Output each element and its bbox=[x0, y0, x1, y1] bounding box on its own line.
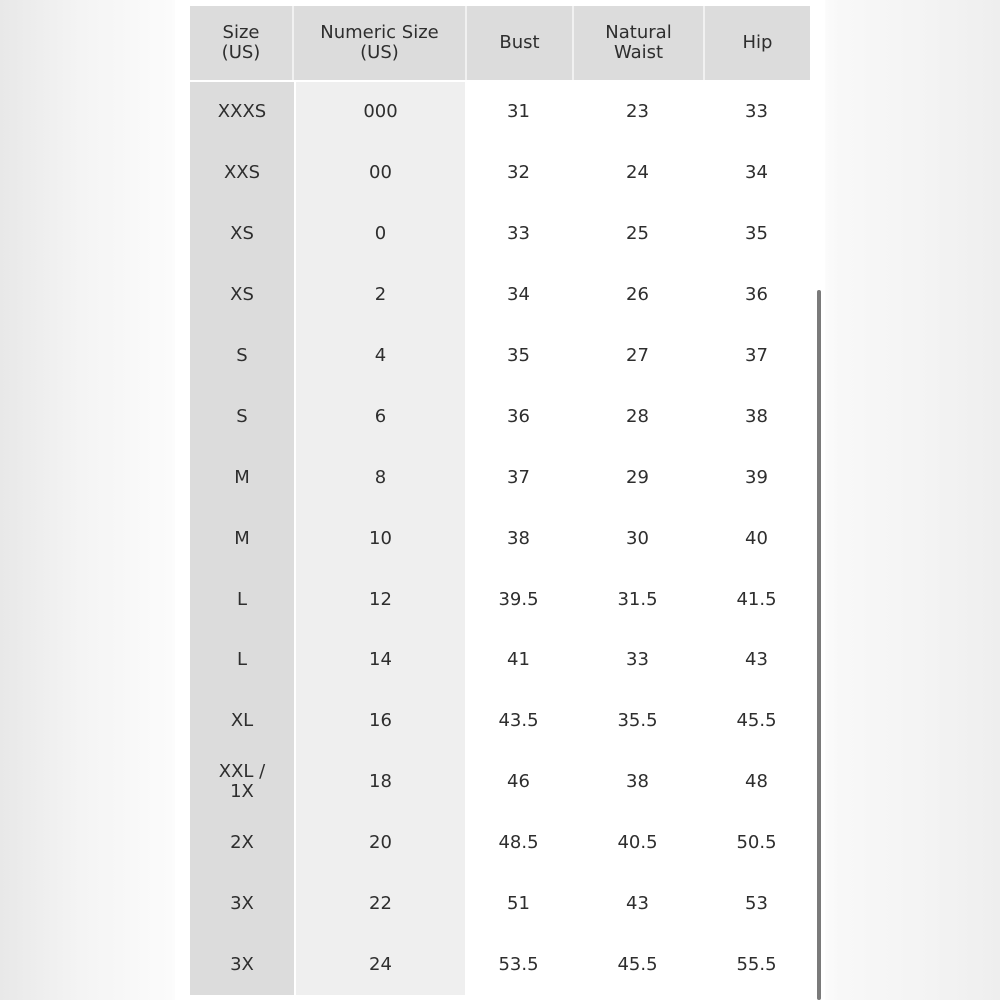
table-row bbox=[190, 691, 810, 752]
cell-bust: 41 bbox=[465, 630, 572, 691]
cell-hip: 37 bbox=[703, 326, 810, 387]
cell-bust: 36 bbox=[465, 386, 572, 447]
cell-size: S bbox=[190, 386, 294, 447]
cell-natural-waist: 35.5 bbox=[572, 691, 703, 752]
table-row bbox=[190, 447, 810, 508]
cell-natural-waist: 25 bbox=[572, 204, 703, 265]
header-size: Size (US) bbox=[190, 6, 294, 80]
cell-numeric-size: 12 bbox=[294, 569, 465, 630]
header-hip: Hip bbox=[742, 32, 773, 53]
cell-natural-waist: 33 bbox=[572, 630, 703, 691]
cell-size: XS bbox=[190, 204, 294, 265]
cell-natural-waist: 31.5 bbox=[572, 569, 703, 630]
cell-hip: 55.5 bbox=[703, 934, 810, 995]
cell-natural-waist: 27 bbox=[572, 326, 703, 387]
cell-size: 2X bbox=[190, 813, 294, 874]
cell-size: L bbox=[190, 569, 294, 630]
cell-size: XXL / 1X bbox=[190, 752, 294, 813]
vertical-scrollbar[interactable] bbox=[817, 290, 821, 1000]
cell-bust: 34 bbox=[465, 265, 572, 326]
cell-numeric-size: 16 bbox=[294, 691, 465, 752]
cell-natural-waist: 30 bbox=[572, 508, 703, 569]
cell-size: M bbox=[190, 508, 294, 569]
cell-bust: 35 bbox=[465, 326, 572, 387]
cell-hip: 35 bbox=[703, 204, 810, 265]
cell-natural-waist: 45.5 bbox=[572, 934, 703, 995]
cell-bust: 46 bbox=[465, 752, 572, 813]
cell-bust: 39.5 bbox=[465, 569, 572, 630]
cell-hip: 53 bbox=[703, 874, 810, 935]
cell-hip: 41.5 bbox=[703, 569, 810, 630]
cell-numeric-size: 000 bbox=[294, 82, 465, 143]
cell-bust: 33 bbox=[465, 204, 572, 265]
cell-hip: 38 bbox=[703, 386, 810, 447]
table-row bbox=[190, 569, 810, 630]
cell-size: S bbox=[190, 326, 294, 387]
cell-numeric-size: 20 bbox=[294, 813, 465, 874]
cell-hip: 43 bbox=[703, 630, 810, 691]
table-body bbox=[190, 82, 810, 995]
header-numeric-size: Numeric Size (US) bbox=[294, 6, 467, 80]
cell-size: M bbox=[190, 447, 294, 508]
cell-bust: 32 bbox=[465, 143, 572, 204]
cell-hip: 50.5 bbox=[703, 813, 810, 874]
cell-hip: 34 bbox=[703, 143, 810, 204]
size-chart-table bbox=[190, 6, 810, 995]
cell-numeric-size: 6 bbox=[294, 386, 465, 447]
table-header-row bbox=[190, 6, 810, 80]
cell-size: XXXS bbox=[190, 82, 294, 143]
table-row bbox=[190, 752, 810, 813]
cell-bust: 43.5 bbox=[465, 691, 572, 752]
table-row bbox=[190, 265, 810, 326]
cell-hip: 45.5 bbox=[703, 691, 810, 752]
table-row bbox=[190, 874, 810, 935]
size-chart-card bbox=[175, 0, 825, 1000]
cell-numeric-size: 2 bbox=[294, 265, 465, 326]
cell-size: 3X bbox=[190, 874, 294, 935]
cell-bust: 38 bbox=[465, 508, 572, 569]
cell-bust: 53.5 bbox=[465, 934, 572, 995]
cell-natural-waist: 40.5 bbox=[572, 813, 703, 874]
cell-natural-waist: 29 bbox=[572, 447, 703, 508]
cell-hip: 33 bbox=[703, 82, 810, 143]
header-bust: Bust bbox=[467, 6, 574, 80]
cell-numeric-size: 00 bbox=[294, 143, 465, 204]
cell-numeric-size: 14 bbox=[294, 630, 465, 691]
table-row bbox=[190, 326, 810, 387]
table-row bbox=[190, 82, 810, 143]
cell-numeric-size: 22 bbox=[294, 874, 465, 935]
table-row bbox=[190, 386, 810, 447]
cell-natural-waist: 24 bbox=[572, 143, 703, 204]
cell-hip: 48 bbox=[703, 752, 810, 813]
cell-natural-waist: 43 bbox=[572, 874, 703, 935]
cell-numeric-size: 4 bbox=[294, 326, 465, 387]
cell-size: XL bbox=[190, 691, 294, 752]
cell-natural-waist: 38 bbox=[572, 752, 703, 813]
cell-size: 3X bbox=[190, 934, 294, 995]
table-row bbox=[190, 813, 810, 874]
cell-bust: 37 bbox=[465, 447, 572, 508]
cell-bust: 31 bbox=[465, 82, 572, 143]
table-row bbox=[190, 934, 810, 995]
cell-natural-waist: 28 bbox=[572, 386, 703, 447]
table-row bbox=[190, 143, 810, 204]
header-natural-waist: Natural Waist bbox=[574, 6, 705, 80]
cell-numeric-size: 8 bbox=[294, 447, 465, 508]
table-row bbox=[190, 204, 810, 265]
cell-size: XXS bbox=[190, 143, 294, 204]
cell-numeric-size: 24 bbox=[294, 934, 465, 995]
cell-hip: 39 bbox=[703, 447, 810, 508]
cell-numeric-size: 0 bbox=[294, 204, 465, 265]
cell-size: XS bbox=[190, 265, 294, 326]
cell-natural-waist: 26 bbox=[572, 265, 703, 326]
cell-size: L bbox=[190, 630, 294, 691]
cell-hip: 40 bbox=[703, 508, 810, 569]
table-row bbox=[190, 630, 810, 691]
cell-numeric-size: 10 bbox=[294, 508, 465, 569]
table-row bbox=[190, 508, 810, 569]
cell-bust: 51 bbox=[465, 874, 572, 935]
cell-numeric-size: 18 bbox=[294, 752, 465, 813]
cell-hip: 36 bbox=[703, 265, 810, 326]
cell-bust: 48.5 bbox=[465, 813, 572, 874]
cell-natural-waist: 23 bbox=[572, 82, 703, 143]
